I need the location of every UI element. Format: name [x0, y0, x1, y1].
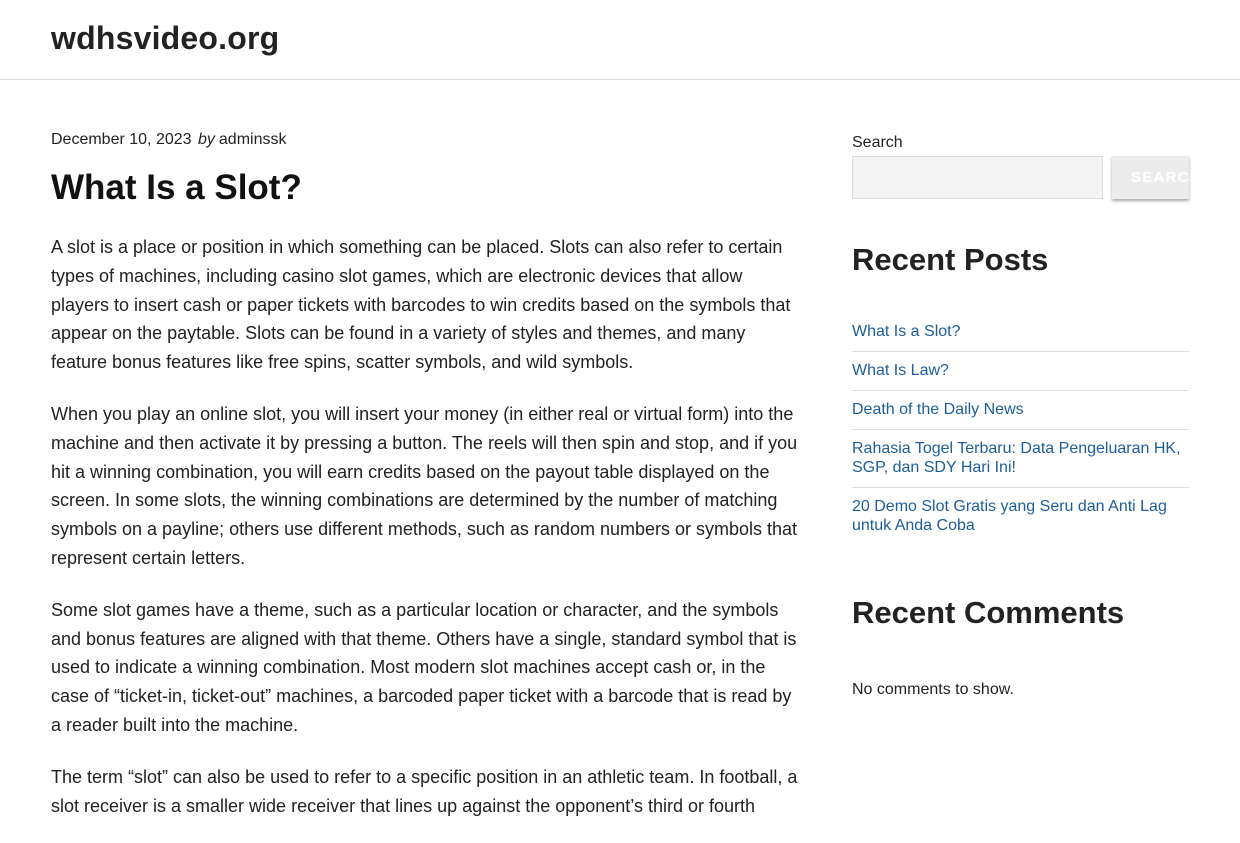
search-form — [852, 156, 1202, 200]
post-paragraph: Some slot games have a theme, such as a particular location or character, and the symbols and bonus features are aligned with that theme. Others have a single, standard symbol that is used to indicate a winning combination. Most modern slot machines accept cash or, in the case of “ticket-in, ticket-out” machines, a barcoded paper ticket with a barcode that is read by a reader built into the machine. — [51, 599, 797, 735]
post-paragraph: A slot is a place or position in which something can be placed. Slots can also refer to certain types of machines, including casino slot games, which are electronic devices that allow players to insert cash or paper tickets with barcodes to win credits based on the symbols that appear on the paytable. Slots can be found in a variety of styles and themes, and many feature bonus features like free spins, scatter symbols, and wild symbols. — [51, 237, 791, 373]
search-button[interactable]: SEARCH — [1112, 156, 1189, 199]
post-meta — [51, 128, 801, 152]
post-title: What Is a Slot? — [51, 168, 302, 207]
post-by: by — [197, 131, 215, 148]
recent-post-link[interactable]: Rahasia Togel Terbaru: Data Pengeluaran HK, SGP, dan SDY Hari Ini! — [852, 440, 1181, 476]
post-paragraph: When you play an online slot, you will insert your money (in either real or virtual form) into the machine and then activate it by pressing a button. The reels will then spin and stop, and if you hit a winning combination, you will earn credits based on the payout table displayed on the screen. In some slots, the winning combinations are determined by the number of matching symbols on a payline; others use different methods, such as random numbers or symbols that represent certain letters. — [51, 403, 798, 568]
post-body — [51, 233, 801, 820]
recent-posts-list — [852, 322, 1189, 545]
site-header — [0, 0, 1240, 80]
recent-post-link[interactable]: What Is Law? — [852, 362, 949, 379]
search-label: Search — [852, 134, 903, 151]
main-content — [51, 128, 801, 843]
recent-comments-title: Recent Comments — [852, 595, 1125, 630]
list-item — [852, 488, 1189, 545]
search-input[interactable] — [852, 156, 1103, 199]
list-item — [852, 352, 1189, 391]
no-comments-text: No comments to show. — [852, 681, 1014, 698]
list-item — [852, 391, 1189, 430]
recent-post-link[interactable]: Death of the Daily News — [852, 401, 1024, 418]
list-item — [852, 430, 1189, 488]
post-author[interactable]: adminssk — [218, 131, 287, 148]
recent-post-link[interactable]: What Is a Slot? — [852, 323, 961, 340]
list-item — [852, 322, 1189, 352]
sidebar — [852, 130, 1202, 699]
recent-posts-title: Recent Posts — [852, 242, 1049, 277]
post-date[interactable]: December 10, 2023 — [51, 131, 192, 148]
post-paragraph: The term “slot” can also be used to refer to a specific position in an athletic team. In football, a slot receiver is a smaller wide receiver that lines up against the opponent’s third or fourth — [51, 766, 798, 816]
recent-post-link[interactable]: 20 Demo Slot Gratis yang Seru dan Anti Lag untuk Anda Coba — [852, 498, 1167, 534]
site-title[interactable]: wdhsvideo.org — [51, 20, 280, 56]
